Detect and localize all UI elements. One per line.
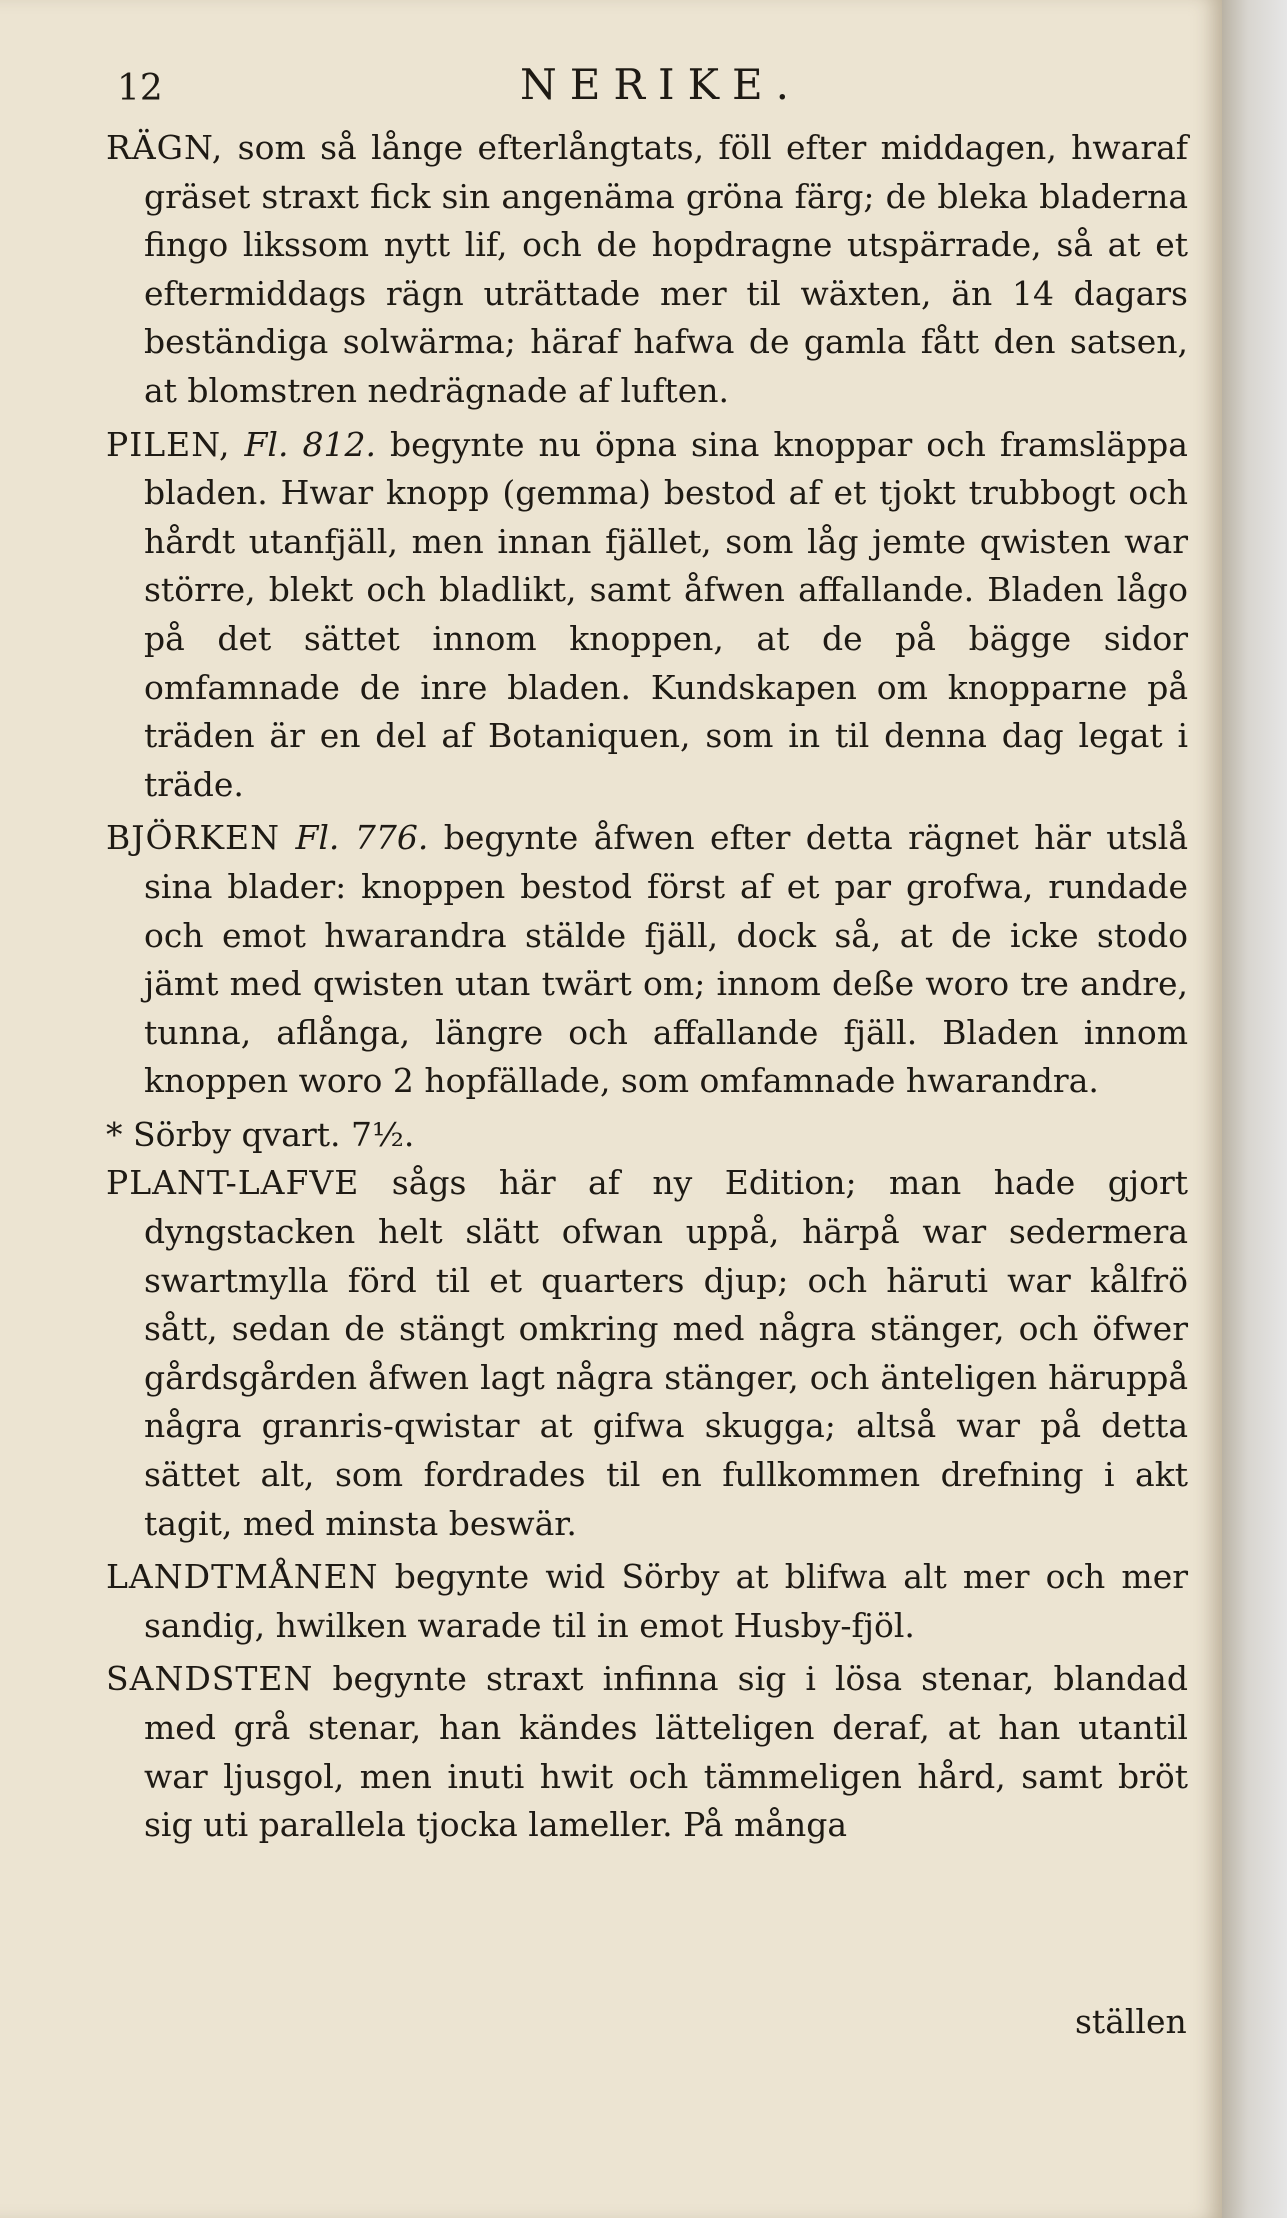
entry-text: sågs här af ny Edition; man hade gjort dyngstacken helt slätt ofwan uppå, härpå war sedermera swartmylla förd til et quarters djup; och häruti war kålfrö sått, sedan de stängt omkring med några stänger, och öfwer gårdsgården åfwen lagt några stänger, och änteligen häruppå några granris-qwistar at gifwa skugga; altså war på detta sättet alt, som fordrades til en fullkommen drefning i akt tagit, med minsta beswär.: [144, 1163, 1189, 1543]
page-edge: [1222, 0, 1287, 2218]
footnote-sorby: * Sörby qvart. 7½.: [106, 1114, 415, 1154]
entry-plant-lafve: [106, 1159, 1188, 1548]
entry-bjorken: [106, 814, 1188, 1106]
entry-head: PILEN,: [106, 424, 231, 464]
running-head: NERIKE.: [520, 60, 803, 109]
entry-text: begynte åfwen efter detta rägnet här utslå sina blader: knoppen bestod först af et par grofwa, rundade och emot hwarandra stälde fjäll, dock så, at de icke stodo jämt med qwisten utan twärt om; innom deße woro tre andre, tunna, aflånga, längre och affallande fjäll. Bladen innom knoppen woro 2 hopfällade, som omfamnade hwarandra.: [144, 818, 1188, 1101]
entry-pilen: [106, 421, 1188, 810]
catchword: ställen: [1075, 2002, 1187, 2041]
entry-text: som så långe efterlångtats, föll efter middagen, hwaraf gräset straxt fick sin angenäma gröna färg; de bleka bladerna fingo likssom nytt lif, och de hopdragne utspärrade, så at et eftermiddags rägn uträttade mer til wäxten, än 14 dagars beständiga solwärma; häraf hafwa de gamla fått den satsen, at blomstren nedrägnade af luften.: [144, 128, 1188, 410]
entry-head: PLANT-LAFVE: [106, 1163, 360, 1203]
page-number: 12: [117, 68, 163, 109]
body-text: [106, 124, 1188, 1850]
entry-sandsten: [106, 1655, 1188, 1849]
entry-head: RÄGN,: [106, 128, 224, 167]
entry-head: LANDTMÅNEN: [106, 1557, 379, 1597]
entry-text: begynte straxt infinna sig i lösa stenar, blandad med grå stenar, han kändes lätteligen deraf, at han utantil war ljusgol, men inuti hwit och tämmeligen hård, samt bröt sig uti parallela tjocka lameller. På många: [144, 1659, 1188, 1845]
entry-head: SANDSTEN: [106, 1659, 314, 1699]
entry-head: BJÖRKEN: [106, 818, 280, 858]
entry-text: begynte wid Sörby at blifwa alt mer och mer sandig, hwilken warade til in emot Husby-fjöl.: [144, 1557, 1188, 1645]
entry-landtmanen: [106, 1553, 1188, 1650]
entry-text: begynte nu öpna sina knoppar och framsläppa bladen. Hwar knopp (gemma) bestod af et tjokt trubbogt och hårdt utanfjäll, men innan fjället, som låg jemte qwisten war större, blekt och bladlikt, samt åfwen affallande. Bladen lågo på det sättet innom knoppen, at de på bägge sidor omfamnade de inre bladen. Kundskapen om knopparne på träden är en del af Botaniquen, som in til denna dag legat i träde.: [144, 424, 1188, 804]
entry-ragn: [106, 124, 1188, 416]
flora-reference: Fl. 776.: [295, 818, 429, 858]
flora-reference: Fl. 812.: [244, 424, 376, 464]
